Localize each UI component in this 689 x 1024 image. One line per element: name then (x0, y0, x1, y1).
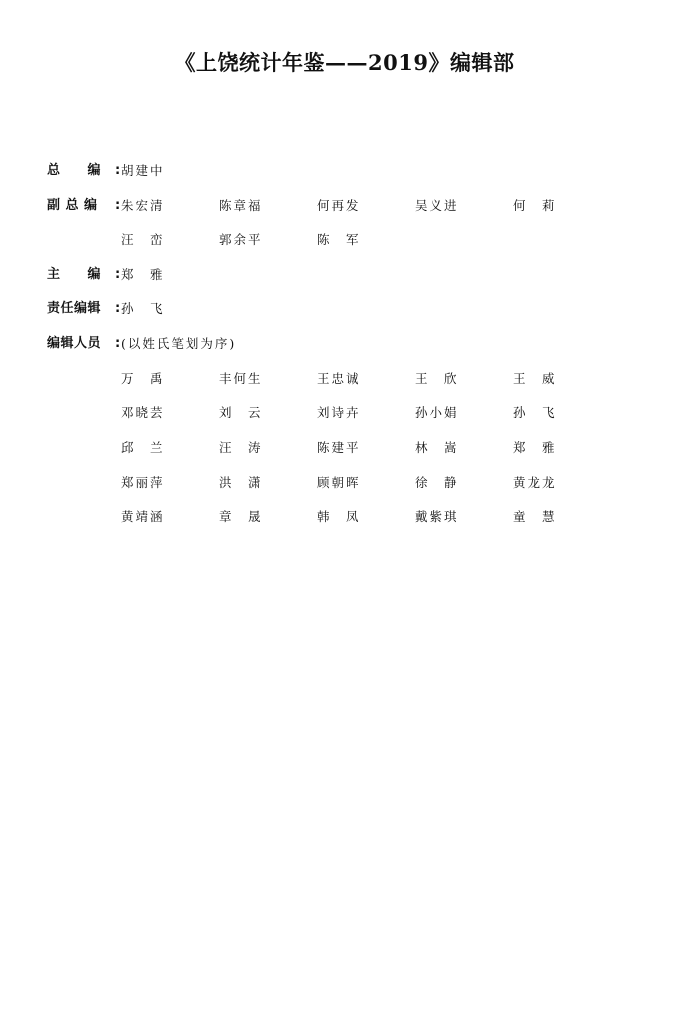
separator: : (115, 163, 121, 178)
responsible-editor-label: 责任编辑 (47, 301, 102, 316)
deputy-chief-editor-label: 副 总 编 (47, 198, 98, 213)
staff-name: 王 欣 (415, 371, 459, 386)
editor-name: 郑 雅 (121, 267, 165, 282)
deputy-chief-editor-name: 汪 峦 (121, 232, 165, 247)
staff-name: 韩 凤 (317, 509, 361, 524)
editorial-staff-label: 编辑人员 (47, 336, 102, 351)
staff-name: 邱 兰 (121, 440, 165, 455)
staff-name: 戴紫琪 (415, 509, 459, 524)
chief-editor-label: 总 编 (47, 163, 102, 178)
editorial-staff-note: (以姓氏笔划为序) (121, 336, 237, 351)
staff-name: 章 晟 (219, 509, 263, 524)
deputy-chief-editor-name: 陈章福 (219, 198, 263, 213)
staff-name: 郑丽萍 (121, 475, 165, 490)
deputy-chief-editor-name: 陈 军 (317, 232, 361, 247)
separator: : (115, 336, 121, 351)
editor-label: 主 编 (47, 267, 102, 282)
separator: : (115, 301, 121, 316)
staff-name: 邓晓芸 (121, 405, 165, 420)
staff-name: 陈建平 (317, 440, 361, 455)
staff-name: 王 威 (513, 371, 557, 386)
deputy-chief-editor-name: 吴义进 (415, 198, 459, 213)
deputy-chief-editor-name: 何再发 (317, 198, 361, 213)
staff-name: 黄龙龙 (513, 475, 557, 490)
staff-name: 孙 飞 (513, 405, 557, 420)
staff-name: 林 嵩 (415, 440, 459, 455)
separator: : (115, 198, 121, 213)
staff-name: 孙小娟 (415, 405, 459, 420)
staff-name: 万 禹 (121, 371, 165, 386)
staff-name: 刘诗卉 (317, 405, 361, 420)
staff-name: 徐 静 (415, 475, 459, 490)
staff-name: 郑 雅 (513, 440, 557, 455)
staff-name: 王忠诚 (317, 371, 361, 386)
separator: : (115, 267, 121, 282)
staff-name: 童 慧 (513, 509, 557, 524)
staff-name: 刘 云 (219, 405, 263, 420)
chief-editor-name: 胡建中 (121, 163, 165, 178)
responsible-editor-name: 孙 飞 (121, 301, 165, 316)
staff-name: 洪 潇 (219, 475, 263, 490)
staff-name: 丰何生 (219, 371, 263, 386)
staff-name: 黄靖涵 (121, 509, 165, 524)
page-title: 《上饶统计年鉴——2019》编辑部 (174, 50, 515, 75)
staff-name: 顾朝晖 (317, 475, 361, 490)
deputy-chief-editor-name: 郭余平 (219, 232, 263, 247)
staff-name: 汪 涛 (219, 440, 263, 455)
deputy-chief-editor-name: 何 莉 (513, 198, 557, 213)
deputy-chief-editor-name: 朱宏清 (121, 198, 165, 213)
